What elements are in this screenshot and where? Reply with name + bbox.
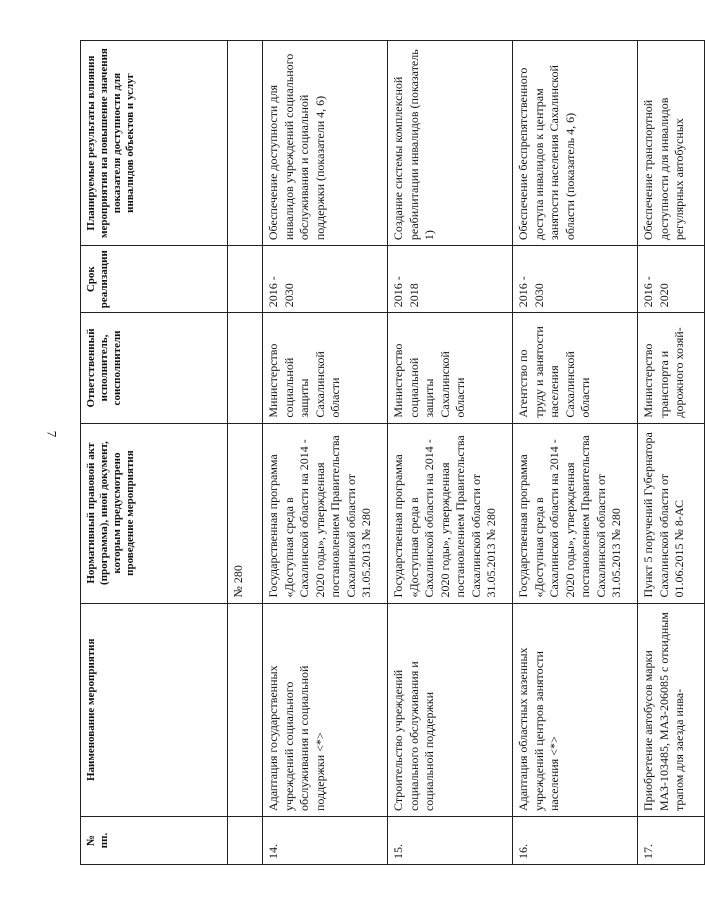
row-term: 2016 - 2030 — [263, 246, 388, 313]
row-responsible: Министерство социальной защиты Сахалинской области — [263, 313, 388, 423]
row-name: Адаптация областных казенных учреждений центров занятости населения <*> — [513, 603, 638, 816]
row-result: Создание системы комплексной реабилитации инвалидов (показатель 1) — [388, 41, 513, 246]
row-name: Адаптация государственных учреждений социального обслуживания и социальной поддержки <*> — [263, 603, 388, 816]
page-number: 7 — [44, 430, 60, 438]
row-name: Приобретение автобусов марки МАЗ-103485, МАЗ-206085 с откидным трапом для заезда инва- — [638, 603, 705, 816]
row-num: 16. — [513, 817, 638, 865]
row-act: Государственная программа «Доступная среда в Сахалинской области на 2014 - 2020 годы», утвержденная постановлением Правительства Сахалинской области от 31.05.2013 № 280 — [263, 423, 388, 603]
row-term: 2016 - 2020 — [638, 246, 705, 313]
row-num: 15. — [388, 817, 513, 865]
carry-act: № 280 — [228, 423, 263, 603]
header-responsible: Ответственный исполнитель, соисполнители — [81, 313, 228, 423]
row-num: 14. — [263, 817, 388, 865]
row-responsible: Министерство социальной защиты Сахалинской области — [388, 313, 513, 423]
header-name: Наименование мероприятия — [81, 603, 228, 816]
header-act: Нормативный правовой акт (программа), иной документ, которым предусмотрено проведение мероприятия — [81, 423, 228, 603]
header-term: Срок реализации — [81, 246, 228, 313]
row-act: Государственная программа «Доступная среда в Сахалинской области на 2014 - 2020 годы», утвержденная постановлением Правительства Сахалинской области от 31.05.2013 № 280 — [388, 423, 513, 603]
row-act: Государственная программа «Доступная среда в Сахалинской области на 2014 - 2020 годы», утвержденная постановлением Правительства Сахалинской области от 31.05.2013 № 280 — [513, 423, 638, 603]
row-num: 17. — [638, 817, 705, 865]
header-result: Планируемые результаты влияния мероприятия на повышение значения показателя доступности для инвалидов объектов и услуг — [81, 41, 228, 246]
row-term: 2016 - 2018 — [388, 246, 513, 313]
table-row — [513, 41, 638, 865]
row-act: Пункт 5 поручений Губернатора Сахалинской области от 01.06.2015 № 8-АС — [638, 423, 705, 603]
header-num: № пп. — [81, 817, 228, 865]
row-term: 2016 - 2030 — [513, 246, 638, 313]
table-header-row — [81, 41, 228, 865]
rotated-table-container — [80, 40, 686, 865]
carry-over-row — [228, 41, 263, 865]
row-result: Обеспечение доступности для инвалидов учреждений социального обслуживания и социальной поддержки (показатели 4, 6) — [263, 41, 388, 246]
table-row — [638, 41, 705, 865]
row-result: Обеспечение транспортной доступности для инвалидов регулярных автобусных — [638, 41, 705, 246]
row-responsible: Агентство по труду и занятости населения Сахалинской области — [513, 313, 638, 423]
row-result: Обеспечение беспрепятственного доступа инвалидов к центрам занятости населения Сахалинской области (показатель 4, 6) — [513, 41, 638, 246]
row-name: Строительство учреждений социального обслуживания и социальной поддержки — [388, 603, 513, 816]
row-responsible: Министерство транспорта и дорожного хозяй- — [638, 313, 705, 423]
table-row — [263, 41, 388, 865]
measures-table — [80, 40, 705, 865]
table-row — [388, 41, 513, 865]
